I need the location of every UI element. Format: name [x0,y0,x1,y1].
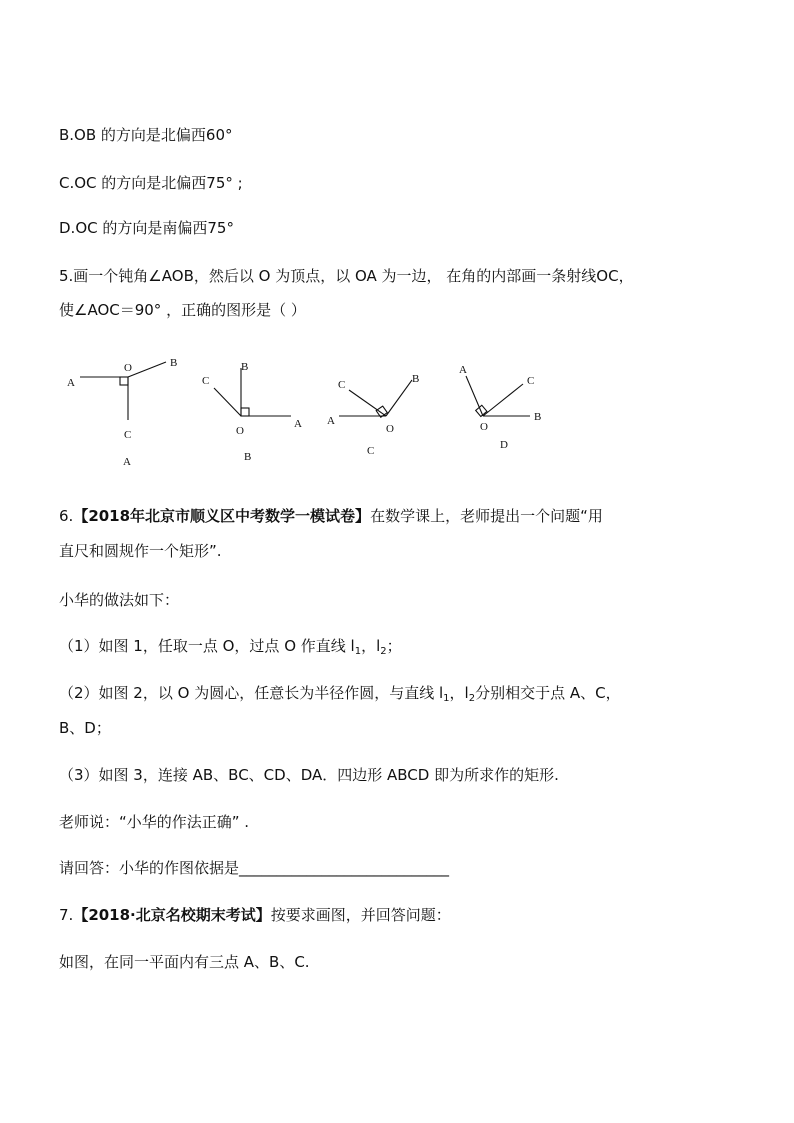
subscript-1: 1 [354,646,362,657]
q6-intro1: 在数学课上，老师提出一个问题“用 [370,507,603,525]
q6-step3: （3）如图 3，连接 AB、BC、CD、DA．四边形 ABCD 即为所求作的矩形. [59,766,559,784]
q7-source: 【2018·北京名校期末考试】 [73,906,271,924]
q6-answer: 请回答：小华的作图依据是____________________________ [59,859,450,877]
subscript-2: 2 [380,646,387,657]
q5-line2: 使∠AOC＝90° ，正确的图形是（ ） [59,301,306,319]
q6-step2-end: 分别相交于点 A、C， [475,684,621,702]
fig-d-label-c: C [527,375,535,387]
q6-step1 [59,635,402,657]
q6-step1-text: （1）如图 1，任取一点 O，过点 O 作直线 l [59,637,355,655]
q6-step2-text: （2）如图 2，以 O 为圆心，任意长为半径作圆，与直线 l [59,684,444,702]
fig-c-label-a: A [327,415,335,427]
fig-a-label-o: O [124,362,132,374]
q6-teacher: 老师说：“小华的作法正确” . [59,813,250,831]
q6-line2: 直尺和圆规作一个矩形”. [59,542,222,560]
fig-b-label-c: C [202,375,210,387]
subscript-1: 1 [443,693,450,704]
fig-c-label-c: C [338,379,346,391]
q7-line2: 如图，在同一平面内有三点 A、B、C. [59,953,310,971]
q6-line1 [59,505,603,526]
q6-source: 【2018年北京市顺义区中考数学一模试卷】 [73,507,371,525]
q5-figures [56,348,556,473]
fig-b-caption: B [244,451,252,463]
fig-a-label-a: A [67,377,75,389]
fig-d-label-b: B [534,411,542,423]
q6-method: 小华的做法如下： [59,591,180,609]
fig-a-label-c: C [124,429,132,441]
fig-d-label-o: O [480,421,488,433]
q6-number: 6. [59,507,74,525]
q5-line1: 5.画一个钝角∠AOB，然后以 O 为顶点，以 OA 为一边， 在角的内部画一条射线OC， [59,267,634,285]
subscript-2: 2 [468,693,476,704]
q7-line1 [59,904,451,925]
figure-d [459,364,541,451]
figure-b [202,361,302,463]
q7-rest: 按要求画图，并回答问题： [270,906,451,924]
q6-step2-line2: B、D； [59,719,111,737]
fig-b-label-a: A [294,418,302,430]
fig-d-label-a: A [459,364,467,376]
q6-step1-end: ； [386,637,402,655]
option-c: C.OC 的方向是北偏西75° ; [59,174,243,192]
option-d: D.OC 的方向是南偏西75° [59,219,234,237]
fig-a-caption: A [123,456,131,468]
fig-b-label-b: B [241,361,249,373]
q7-number: 7. [59,906,74,924]
fig-c-label-b: B [412,373,420,385]
option-b: B.OB 的方向是北偏西60° [59,126,233,144]
fig-b-label-o: O [236,425,244,437]
figure-a [67,357,177,468]
figure-c [327,373,419,457]
fig-c-label-o: O [386,423,394,435]
fig-a-label-b: B [170,357,178,369]
q6-step2-mid: ，l [449,684,469,702]
q6-step1-mid: ，l [361,637,381,655]
q6-step2 [59,682,621,704]
fig-c-caption: C [367,445,375,457]
fig-d-caption: D [500,439,508,451]
